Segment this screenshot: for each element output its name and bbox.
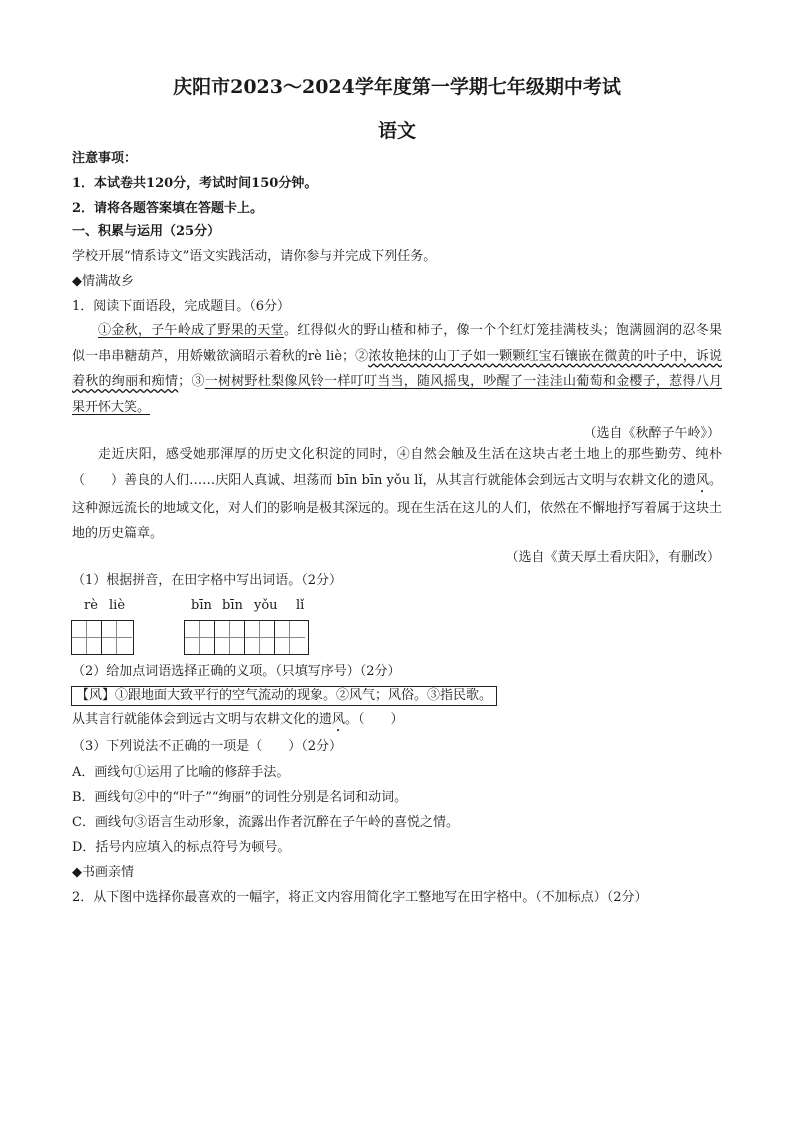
passage-1-source: （选自《秋醉子午岭》） bbox=[583, 426, 720, 441]
q1-2-sentence-b: 。（ ） bbox=[345, 712, 404, 727]
pinyin-lie: liè bbox=[109, 598, 126, 613]
question-1-2-sentence bbox=[72, 711, 404, 735]
question-1-2: （2）给加点词语选择正确的义项。（只填写序号）（2分） bbox=[72, 664, 401, 679]
passage-1-text-b: ；③ bbox=[178, 374, 205, 389]
answer-grid-4-chars[interactable] bbox=[184, 620, 309, 655]
section-1-intro: 学校开展“情系诗文”语文实践活动，请你参与并完成下列任务。 bbox=[72, 249, 437, 264]
grid-cell[interactable] bbox=[102, 621, 132, 654]
section-1-heading: 一、积累与运用（25分） bbox=[72, 224, 221, 239]
subject-title: 语文 bbox=[377, 120, 416, 142]
answer-grid-2-chars[interactable] bbox=[71, 620, 134, 655]
pinyin-you: yǒu bbox=[254, 598, 278, 613]
q1-2-sentence-a: 从其言行就能体会到远古文明与农耕文化的遗 bbox=[72, 712, 333, 727]
option-d: D．括号内应填入的标点符号为顿号。 bbox=[72, 840, 291, 855]
passage-2-text-b: 。这种源远流长的地域文化，对人们的影响是极其深远的。现在生活在这儿的人们，依然在不懈地抒写着属于这块土地的历史篇章。 bbox=[72, 472, 723, 541]
pinyin-re: rè bbox=[84, 598, 98, 613]
question-2: 2．从下图中选择你最喜欢的一幅字，将正文内容用简化字工整地写在田字格中。（不加标点）（2分） bbox=[72, 890, 648, 905]
underlined-sentence-1: ①金秋，子午岭成了野果的天堂 bbox=[98, 323, 284, 338]
notice-item-2: 2．请将各题答案填在答题卡上。 bbox=[72, 201, 264, 216]
passage-1-text-a: 。红得似火的野山楂和柿子，像一个个红灯笼挂满枝头；饱满圆润的忍冬果似一串串糖葫芦，用娇嫩欲滴昭示着秋的rè liè；② bbox=[72, 323, 722, 364]
pinyin-bin-1: bīn bbox=[191, 598, 212, 613]
exam-title: 庆阳市2023～2024学年度第一学期七年级期中考试 bbox=[173, 76, 621, 98]
question-1-3: （3）下列说法不正确的一项是（ ）（2分） bbox=[72, 739, 343, 754]
question-1-1: （1）根据拼音，在田字格中写出词语。（2分） bbox=[72, 573, 343, 588]
dotted-word-feng: 风 bbox=[695, 472, 709, 488]
pinyin-li: lǐ bbox=[296, 598, 305, 613]
question-1-stem: 1．阅读下面语段，完成题目。（6分） bbox=[72, 299, 291, 314]
passage-2 bbox=[72, 442, 722, 547]
option-b: B．画线句②中的“叶子”“绚丽”的词性分别是名词和动词。 bbox=[72, 790, 408, 805]
grid-cell[interactable] bbox=[215, 621, 245, 654]
underlined-sentence-2: 浓妆艳抹的山丁子如一颗颗红宝石镶嵌在微黄的叶子中，诉说着秋的绚丽和痴情 bbox=[72, 348, 722, 389]
grid-cell[interactable] bbox=[72, 621, 102, 654]
grid-cell[interactable] bbox=[185, 621, 215, 654]
grid-cell[interactable] bbox=[245, 621, 275, 654]
notice-heading: 注意事项： bbox=[72, 151, 138, 166]
part-2-heading: ◆书画亲情 bbox=[72, 865, 134, 880]
grid-cell[interactable] bbox=[275, 621, 305, 654]
pinyin-bin-2: bīn bbox=[222, 598, 243, 613]
underlined-sentence-3: 一树树野杜梨像风铃一样叮叮当当，随风摇曳，吵醒了一洼洼山葡萄和金樱子，惹得八月果开怀大笑。 bbox=[72, 374, 722, 415]
feng-definition-box: 【风】①跟地面大致平行的空气流动的现象。②风气；风俗。③指民歌。 bbox=[71, 686, 497, 706]
option-c: C．画线句③语言生动形象，流露出作者沉醉在子午岭的喜悦之情。 bbox=[72, 815, 459, 830]
passage-1 bbox=[72, 318, 722, 420]
q1-2-dotted-feng: 风 bbox=[332, 712, 346, 727]
option-a: A．画线句①运用了比喻的修辞手法。 bbox=[72, 765, 290, 780]
passage-2-source: （选自《黄天厚土看庆阳》，有删改） bbox=[505, 550, 720, 565]
part-1-heading: ◆情满故乡 bbox=[72, 274, 134, 289]
notice-item-1: 1．本试卷共120分，考试时间150分钟。 bbox=[72, 176, 318, 191]
passage-2-text-a: 走近庆阳，感受她那渾厚的历史文化积淀的同时，④自然会触及生活在这块古老土地上的那些勤劳、纯朴（ ）善良的人们……庆阳人真诚、坦荡而 bīn bīn yǒu lǐ，从其言行就能体会到远古文明与农耕文化的遗 bbox=[72, 447, 722, 488]
